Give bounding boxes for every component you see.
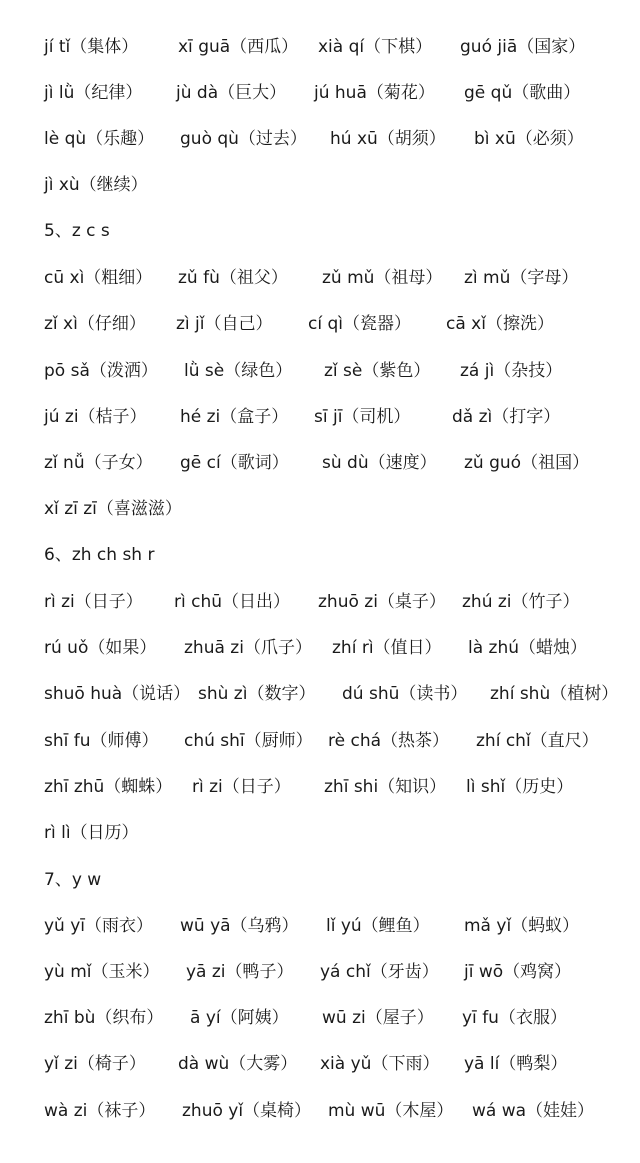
word-row: [0, 78, 640, 108]
word-item: zhuō yǐ（桌椅）: [182, 1101, 312, 1121]
word-row: [0, 263, 640, 293]
word-item: cā xǐ（擦洗）: [446, 314, 554, 334]
word-row: [0, 679, 640, 709]
word-item: sù dù（速度）: [322, 453, 437, 473]
word-row: [0, 32, 640, 62]
word-item: zhī shi（知识）: [324, 777, 447, 797]
word-item: zhí chǐ（直尺）: [476, 731, 599, 751]
word-item: yǔ yī（雨衣）: [44, 916, 154, 936]
word-row: [0, 957, 640, 987]
word-item: pō sǎ（泼洒）: [44, 361, 158, 381]
word-row: [0, 494, 640, 524]
word-item: wà zi（袜子）: [44, 1101, 156, 1121]
word-row: [0, 818, 640, 848]
word-item: yā zi（鸭子）: [186, 962, 294, 982]
word-item: zǐ sè（紫色）: [324, 361, 431, 381]
word-row: [0, 309, 640, 339]
word-item: hé zi（盒子）: [180, 407, 289, 427]
word-item: xī guā（西瓜）: [178, 37, 299, 57]
word-item: chú shī（厨师）: [184, 731, 313, 751]
word-item: zhī zhū（蜘蛛）: [44, 777, 173, 797]
word-row: [0, 772, 640, 802]
word-item: xià yǔ（下雨）: [320, 1054, 440, 1074]
word-item: shù zì（数字）: [198, 684, 316, 704]
word-item: zǔ fù（祖父）: [178, 268, 288, 288]
word-item: zǐ xì（仔细）: [44, 314, 146, 334]
word-item: zhí rì（值日）: [332, 638, 442, 658]
word-item: sī jī（司机）: [314, 407, 411, 427]
section-heading: 7、y w: [44, 870, 102, 890]
word-item: jì xù（继续）: [44, 175, 148, 195]
word-item: jú zi（桔子）: [44, 407, 147, 427]
word-row: [0, 911, 640, 941]
word-item: cū xì（粗细）: [44, 268, 153, 288]
word-item: zhú zi（竹子）: [462, 592, 580, 612]
word-item: mǎ yǐ（蚂蚁）: [464, 916, 580, 936]
word-item: xià qí（下棋）: [318, 37, 433, 57]
word-item: zá jì（杂技）: [460, 361, 563, 381]
word-item: yī fu（衣服）: [462, 1008, 567, 1028]
word-item: jù dà（巨大）: [176, 83, 287, 103]
word-row: [0, 170, 640, 200]
word-item: shuō huà（说话）: [44, 684, 191, 704]
word-item: gē cí（歌词）: [180, 453, 289, 473]
word-item: rì lì（日历）: [44, 823, 139, 843]
word-item: wū zi（屋子）: [322, 1008, 434, 1028]
word-row: [0, 448, 640, 478]
word-item: zì jǐ（自己）: [176, 314, 273, 334]
word-item: yā lí（鸭梨）: [464, 1054, 568, 1074]
word-item: guò qù（过去）: [180, 129, 307, 149]
word-item: mù wū（木屋）: [328, 1101, 454, 1121]
word-item: shī fu（师傅）: [44, 731, 159, 751]
word-item: dà wù（大雾）: [178, 1054, 298, 1074]
word-item: jì lǜ（纪律）: [44, 83, 143, 103]
word-item: zhí shù（植树）: [490, 684, 619, 704]
word-item: lǜ sè（绿色）: [184, 361, 293, 381]
word-row: [0, 1003, 640, 1033]
word-item: dú shū（读书）: [342, 684, 468, 704]
word-item: lǐ yú（鲤鱼）: [326, 916, 430, 936]
word-row: [0, 356, 640, 386]
word-item: dǎ zì（打字）: [452, 407, 561, 427]
word-item: bì xū（必须）: [474, 129, 584, 149]
word-item: zǐ nǚ（子女）: [44, 453, 153, 473]
word-row: [0, 1096, 640, 1126]
word-item: rè chá（热茶）: [328, 731, 450, 751]
word-row: [0, 124, 640, 154]
word-item: ā yí（阿姨）: [190, 1008, 289, 1028]
word-item: yá chǐ（牙齿）: [320, 962, 439, 982]
word-item: xǐ zī zī（喜滋滋）: [44, 499, 182, 519]
word-row: [0, 726, 640, 756]
word-item: wá wa（娃娃）: [472, 1101, 595, 1121]
word-item: zhī bù（织布）: [44, 1008, 164, 1028]
word-item: zǔ mǔ（祖母）: [322, 268, 443, 288]
word-item: zǔ guó（祖国）: [464, 453, 590, 473]
section-heading: 5、z c s: [44, 221, 110, 241]
word-item: zì mǔ（字母）: [464, 268, 579, 288]
section-heading: 6、zh ch sh r: [44, 545, 155, 565]
word-item: yù mǐ（玉米）: [44, 962, 160, 982]
word-item: hú xū（胡须）: [330, 129, 446, 149]
word-row: [0, 1049, 640, 1079]
word-item: guó jiā（国家）: [460, 37, 586, 57]
word-row: [0, 633, 640, 663]
word-item: là zhú（蜡烛）: [468, 638, 588, 658]
word-item: lì shǐ（历史）: [466, 777, 574, 797]
word-item: rì zi（日子）: [44, 592, 143, 612]
word-item: gē qǔ（歌曲）: [464, 83, 581, 103]
word-item: cí qì（瓷器）: [308, 314, 411, 334]
word-item: yǐ zi（椅子）: [44, 1054, 146, 1074]
word-item: wū yā（乌鸦）: [180, 916, 299, 936]
word-row: [0, 402, 640, 432]
word-item: zhuō zi（桌子）: [318, 592, 446, 612]
word-row: [0, 587, 640, 617]
word-item: rì zi（日子）: [192, 777, 291, 797]
word-item: jī wō（鸡窝）: [464, 962, 572, 982]
word-item: jí tǐ（集体）: [44, 37, 139, 57]
word-item: rú uǒ（如果）: [44, 638, 157, 658]
word-item: zhuā zi（爪子）: [184, 638, 312, 658]
word-item: jú huā（菊花）: [314, 83, 435, 103]
word-item: lè qù（乐趣）: [44, 129, 155, 149]
word-item: rì chū（日出）: [174, 592, 291, 612]
